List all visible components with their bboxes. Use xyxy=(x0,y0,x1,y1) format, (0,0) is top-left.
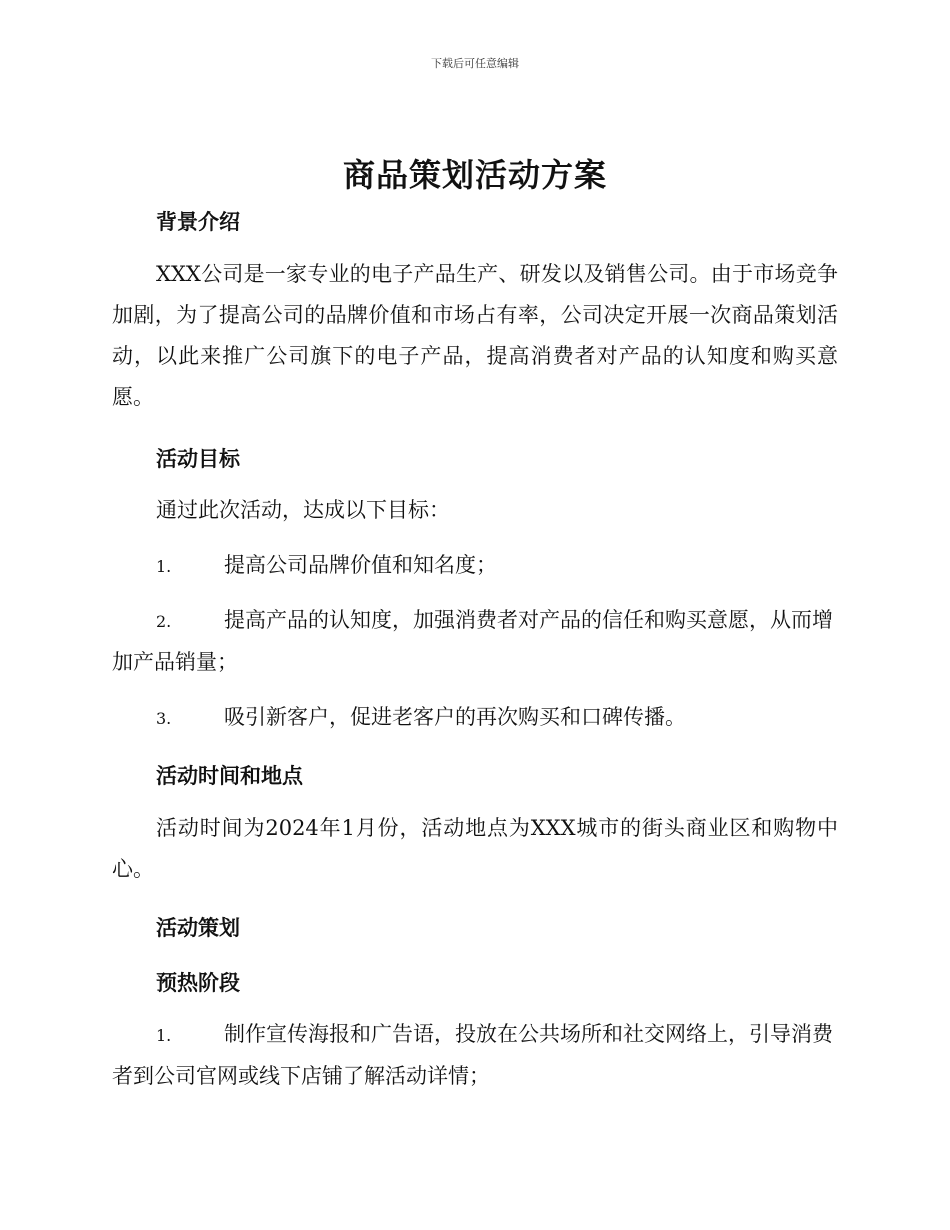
list-item-text: 吸引新客户，促进老客户的再次购买和口碑传播。 xyxy=(224,705,686,729)
section-heading-background: 背景介绍 xyxy=(156,210,240,234)
list-item-number: 3. xyxy=(156,709,172,728)
list-item xyxy=(112,1014,838,1097)
document-title: 商品策划活动方案 xyxy=(342,156,607,194)
list-item xyxy=(112,600,838,683)
background-paragraph: XXX公司是一家专业的电子产品生产、研发以及销售公司。由于市场竞争加剧，为了提高公司的品牌价值和市场占有率，公司决定开展一次商品策划活动，以此来推广公司旗下的电子产品，提高消费者对产品的认知度和购买意愿。 xyxy=(112,262,838,409)
section-heading-time-place: 活动时间和地点 xyxy=(156,764,303,788)
list-item-text: 制作宣传海报和广告语，投放在公共场所和社交网络上，引导消费者到公司官网或线下店铺了解活动详情； xyxy=(112,1022,833,1088)
header-note: 下载后可任意编辑 xyxy=(431,57,519,70)
goals-intro: 通过此次活动，达成以下目标： xyxy=(156,498,450,522)
list-item-number: 1. xyxy=(156,557,172,576)
subsection-heading-preheat: 预热阶段 xyxy=(156,971,240,995)
time-place-paragraph: 活动时间为2024年1月份，活动地点为XXX城市的街头商业区和购物中心。 xyxy=(112,816,838,881)
list-item xyxy=(112,545,838,587)
section-heading-planning: 活动策划 xyxy=(156,916,240,940)
list-item xyxy=(112,697,838,739)
list-item-text: 提高公司品牌价值和知名度； xyxy=(224,553,497,577)
list-item-number: 2. xyxy=(156,612,172,631)
list-item-text: 提高产品的认知度，加强消费者对产品的信任和购买意愿，从而增加产品销量； xyxy=(112,608,833,674)
section-heading-goals: 活动目标 xyxy=(156,447,240,471)
list-item-number: 1. xyxy=(156,1026,172,1045)
